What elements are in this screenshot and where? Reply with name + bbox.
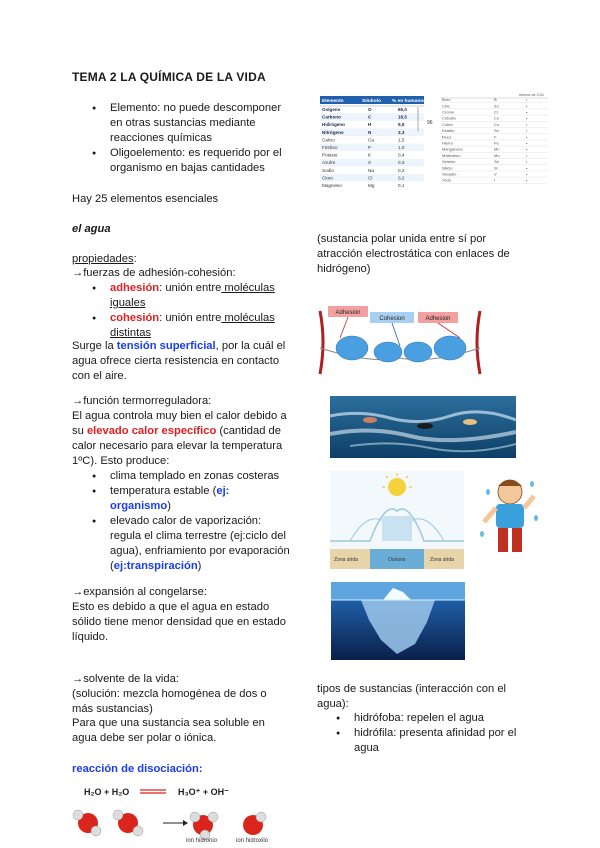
iceberg-photo: [331, 582, 465, 660]
climate-diagram: [330, 471, 464, 569]
essentials-text: Hay 25 elementos esenciales: [72, 193, 219, 205]
sweating-man-cartoon: [474, 474, 546, 562]
soluble-text: Para que una sustancia sea soluble en agua debe ser polar o iónica.: [72, 717, 265, 744]
trace-cell-dot: •: [526, 128, 528, 134]
table-cell-percent: 0,2: [398, 175, 405, 181]
table-cell-percent: 0,3: [398, 160, 405, 166]
trace-cell-symbol: Fe: [494, 140, 499, 146]
table-cell-symbol: N: [368, 129, 372, 135]
ion-label: ion hidroxilo: [236, 838, 269, 843]
termo-list: [110, 469, 290, 574]
table-cell-percent: 1,5: [398, 137, 405, 143]
trace-cell-symbol: Mo: [494, 152, 500, 158]
tipos-list: [354, 711, 534, 756]
table-cell-symbol: H: [368, 122, 372, 128]
climate-label: Zona árida: [430, 557, 454, 563]
trace-cell-symbol: Cu: [494, 121, 500, 127]
trace-cell-symbol: Se: [494, 159, 499, 165]
table-cell-symbol: O: [368, 107, 372, 112]
expansion-heading: →expansión al congelarse:: [72, 586, 207, 598]
adhesion-label: Adhesion: [425, 316, 451, 322]
table-cell-element: Nitrógeno: [322, 129, 344, 135]
trace-cell-element: Boro: [442, 97, 451, 103]
tension-paragraph: Surge la tensión superficial, por la cuál el agua ofrece cierta resistencia en contacto con el aire.: [72, 340, 286, 382]
trace-cell-element: Cobre: [442, 121, 453, 127]
equation-left: H₂O + H₂O: [84, 787, 130, 797]
termo-heading: →función termorreguladora:: [72, 395, 212, 407]
list-item: ● cohesión: unión entre moléculas distintas: [110, 311, 290, 341]
table-cell-element: Potasio: [322, 152, 338, 158]
trace-cell-dot: •: [526, 152, 528, 158]
trace-cell-dot: •: [526, 103, 528, 109]
trace-cell-dot: •: [526, 177, 528, 183]
list-item: ● elevado calor de vaporización: regula el clima terrestre (ej:ciclo del agua), enfriamiento por evaporación (ej:transpiración): [110, 514, 290, 574]
swimmers-photo: [330, 396, 516, 458]
table-row-stripe: [320, 159, 424, 167]
table-cell-element: Carbono: [322, 114, 341, 120]
trace-cell-symbol: Co: [494, 115, 500, 121]
trace-cell-symbol: B: [494, 97, 497, 103]
table-cell-symbol: S: [368, 160, 372, 166]
water-heading: el agua: [72, 223, 111, 235]
adhesion-label: Adhesion: [335, 310, 361, 316]
trace-cell-symbol: I: [494, 177, 496, 183]
trace-cell-element: Manganeso: [442, 146, 463, 152]
list-item: ● hidrófoba: repelen el agua: [354, 711, 534, 726]
trace-cell-dot: •: [526, 146, 528, 152]
equation-right: H₃O⁺ + OH⁻: [178, 787, 229, 797]
page-title: TEMA 2 LA QUÍMICA DE LA VIDA: [72, 70, 266, 84]
table-cell-percent: 0,2: [398, 167, 405, 173]
trace-cell-dot: •: [526, 140, 528, 146]
list-item: ● Elemento: no puede descomponer en otras sustancias mediante reacciones químicas: [110, 101, 290, 146]
table-total: 96: [427, 120, 433, 126]
element-table: [318, 90, 550, 188]
table-cell-percent: 65,0: [398, 107, 407, 112]
list-item: ● clima templado en zonas costeras: [110, 469, 290, 484]
expansion-paragraph: Esto es debido a que el agua en estado sólido tiene menor densidad que en estado líquido.: [72, 601, 286, 643]
fuerzas-list: [110, 281, 290, 341]
solvente-heading: →solvente de la vida:: [72, 673, 179, 685]
trace-cell-dot: •: [526, 97, 528, 103]
trace-cell-element: Molibdeno: [442, 152, 461, 158]
trace-cell-element: Selenio: [442, 159, 456, 165]
table-cell-symbol: Mg: [368, 183, 375, 188]
table-cell-percent: 1,0: [398, 145, 405, 150]
table-cell-symbol: Ca: [368, 137, 374, 143]
solucion-text: (solución: mezcla homogénea de dos o más sustancias): [72, 688, 267, 715]
table-cell-symbol: Cl: [368, 175, 373, 181]
trace-cell-element: Cromo: [442, 109, 455, 115]
tipos-heading: tipos de sustancias (interacción con el agua):: [317, 683, 507, 710]
trace-header: menos de 0,01: [518, 93, 544, 97]
trace-cell-element: Cobalto: [442, 115, 456, 121]
trace-cell-symbol: Zn: [494, 103, 499, 109]
trace-cell-element: Cinc: [442, 103, 451, 109]
trace-cell-symbol: Sn: [494, 128, 499, 134]
table-cell-element: Calcio: [322, 137, 335, 143]
trace-cell-dot: •: [526, 171, 528, 177]
list-item: ● adhesión: unión entre moléculas iguales: [110, 281, 290, 311]
table-cell-element: Hidrógeno: [322, 122, 345, 128]
table-cell-symbol: K: [368, 152, 372, 158]
table-cell-element: Oxígeno: [322, 107, 341, 112]
trace-cell-dot: •: [526, 115, 528, 121]
table-cell-element: Azufre: [322, 160, 336, 166]
table-header-cell: Elemento: [322, 99, 344, 104]
trace-cell-element: Yodo: [442, 177, 451, 183]
trace-cell-dot: •: [526, 159, 528, 165]
adhesion-cohesion-diagram: [310, 306, 490, 378]
table-cell-element: Cloro: [322, 175, 333, 181]
table-cell-percent: 9,5: [398, 122, 405, 128]
trace-cell-dot: •: [526, 165, 528, 171]
trace-cell-symbol: V: [494, 171, 497, 177]
termo-paragraph: El agua controla muy bien el calor debido a su elevado calor específico (cantidad de calor necesario para elevar la temperatura 1ºC). Esto produce:: [72, 410, 287, 467]
cohesion-label: Cohesion: [379, 316, 405, 322]
fuerzas-heading: →fuerzas de adhesión-cohesión:: [72, 267, 236, 279]
disociacion-heading: reacción de disociación:: [72, 763, 203, 775]
trace-cell-element: Estaño: [442, 128, 455, 134]
trace-cell-dot: •: [526, 109, 528, 115]
trace-cell-dot: •: [526, 121, 528, 127]
trace-cell-element: Silicio: [442, 165, 453, 171]
table-cell-percent: 3,3: [398, 129, 405, 135]
table-cell-symbol: P: [368, 145, 372, 150]
table-header-cell: Símbolo: [362, 99, 381, 104]
polar-note: (sustancia polar unida entre sí por atracción electrostática con enlaces de hidrógeno): [317, 233, 510, 275]
intro-list: [110, 101, 290, 176]
table-cell-symbol: C: [368, 114, 372, 120]
trace-cell-element: Hierro: [442, 140, 453, 146]
climate-label: Zona árida: [334, 557, 358, 563]
table-cell-percent: 0,1: [398, 183, 405, 188]
table-cell-element: Sodio: [322, 167, 334, 173]
propiedades-heading: propiedades:: [72, 253, 137, 265]
trace-cell-symbol: Si: [494, 165, 498, 171]
table-cell-element: Magnesio: [322, 183, 342, 188]
trace-cell-element: Flúor: [442, 134, 452, 140]
table-header-cell: % en humanos: [392, 99, 426, 104]
list-item: ● temperatura estable (ej: organismo): [110, 484, 290, 514]
table-cell-element: Fósforo: [322, 145, 338, 150]
list-item: ● Oligoelemento: es requerido por el organismo en bajas cantidades: [110, 146, 290, 176]
trace-cell-symbol: F: [494, 134, 497, 140]
element-table-image: [318, 90, 550, 188]
list-item: ● hidrófila: presenta afinidad por el agua: [354, 726, 534, 756]
trace-cell-symbol: Cr: [494, 109, 499, 115]
ion-label: ion hidronio: [186, 838, 218, 843]
trace-cell-dot: •: [526, 134, 528, 140]
dissociation-figure: [68, 783, 278, 843]
table-cell-percent: 0,4: [398, 152, 405, 158]
table-cell-symbol: Na: [368, 167, 374, 173]
trace-cell-symbol: Mn: [494, 146, 500, 152]
table-cell-percent: 18,5: [398, 114, 407, 120]
climate-label: Océano: [388, 557, 406, 563]
trace-cell-element: Vanadio: [442, 171, 457, 177]
